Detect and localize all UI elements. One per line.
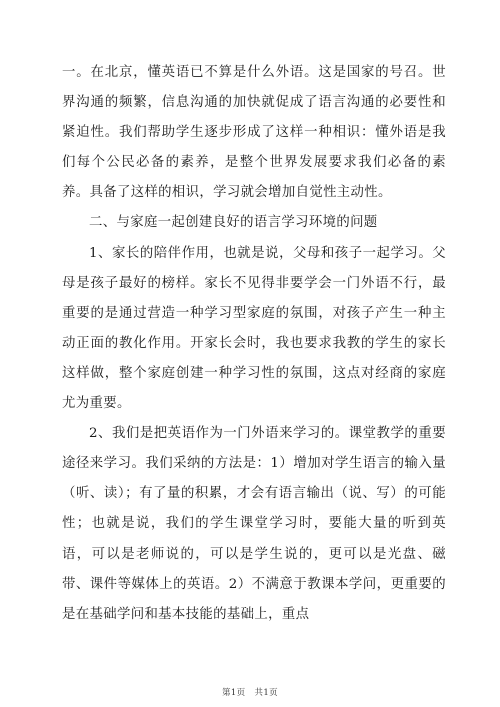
page-footer: 第1页 共1页	[221, 688, 279, 698]
paragraph-2: 1、家长的陪伴作用，也就是说，父母和孩子一起学习。父母是孩子最好的榜样。家长不见得非要学会一门外语不行，最重要的是通过营造一种学习型家庭的氛围，对孩子产生一种主动正面的教化作用。开家长会时，我也要求我教的学生的家长这样做，整个家庭创建一种学习性的氛围，这点对经商的家庭尤为重要。	[62, 245, 446, 412]
section-heading: 二、与家庭一起创建良好的语言学习环境的问题	[89, 215, 378, 231]
paragraph-3: 2、我们是把英语作为一门外语来学习的。课堂教学的重要途径来学习。我们采纳的方法是：1）增加对学生语言的输入量（听、读）；有了量的积累，才会有语言输出（说、写）的可能性；也就是说，我们的学生课堂学习时，要能大量的听到英语，可以是老师说的，可以是学生说的，更可以是光盘、磁带、课件等媒体上的英语。2）不满意于教课本学问，更重要的是在基础学问和基本技能的基础上，重点	[62, 426, 446, 622]
document-body	[62, 58, 446, 630]
paragraph-1: 一。在北京，懂英语已不算是什么外语。这是国家的号召。世界沟通的频繁，信息沟通的加快就促成了语言沟通的必要性和紧迫性。我们帮助学生逐步形成了这样一种相识：懂外语是我们每个公民必备的素养，是整个世界发展要求我们必备的素养。具备了这样的相识，学习就会增加自觉性主动性。	[62, 65, 446, 201]
